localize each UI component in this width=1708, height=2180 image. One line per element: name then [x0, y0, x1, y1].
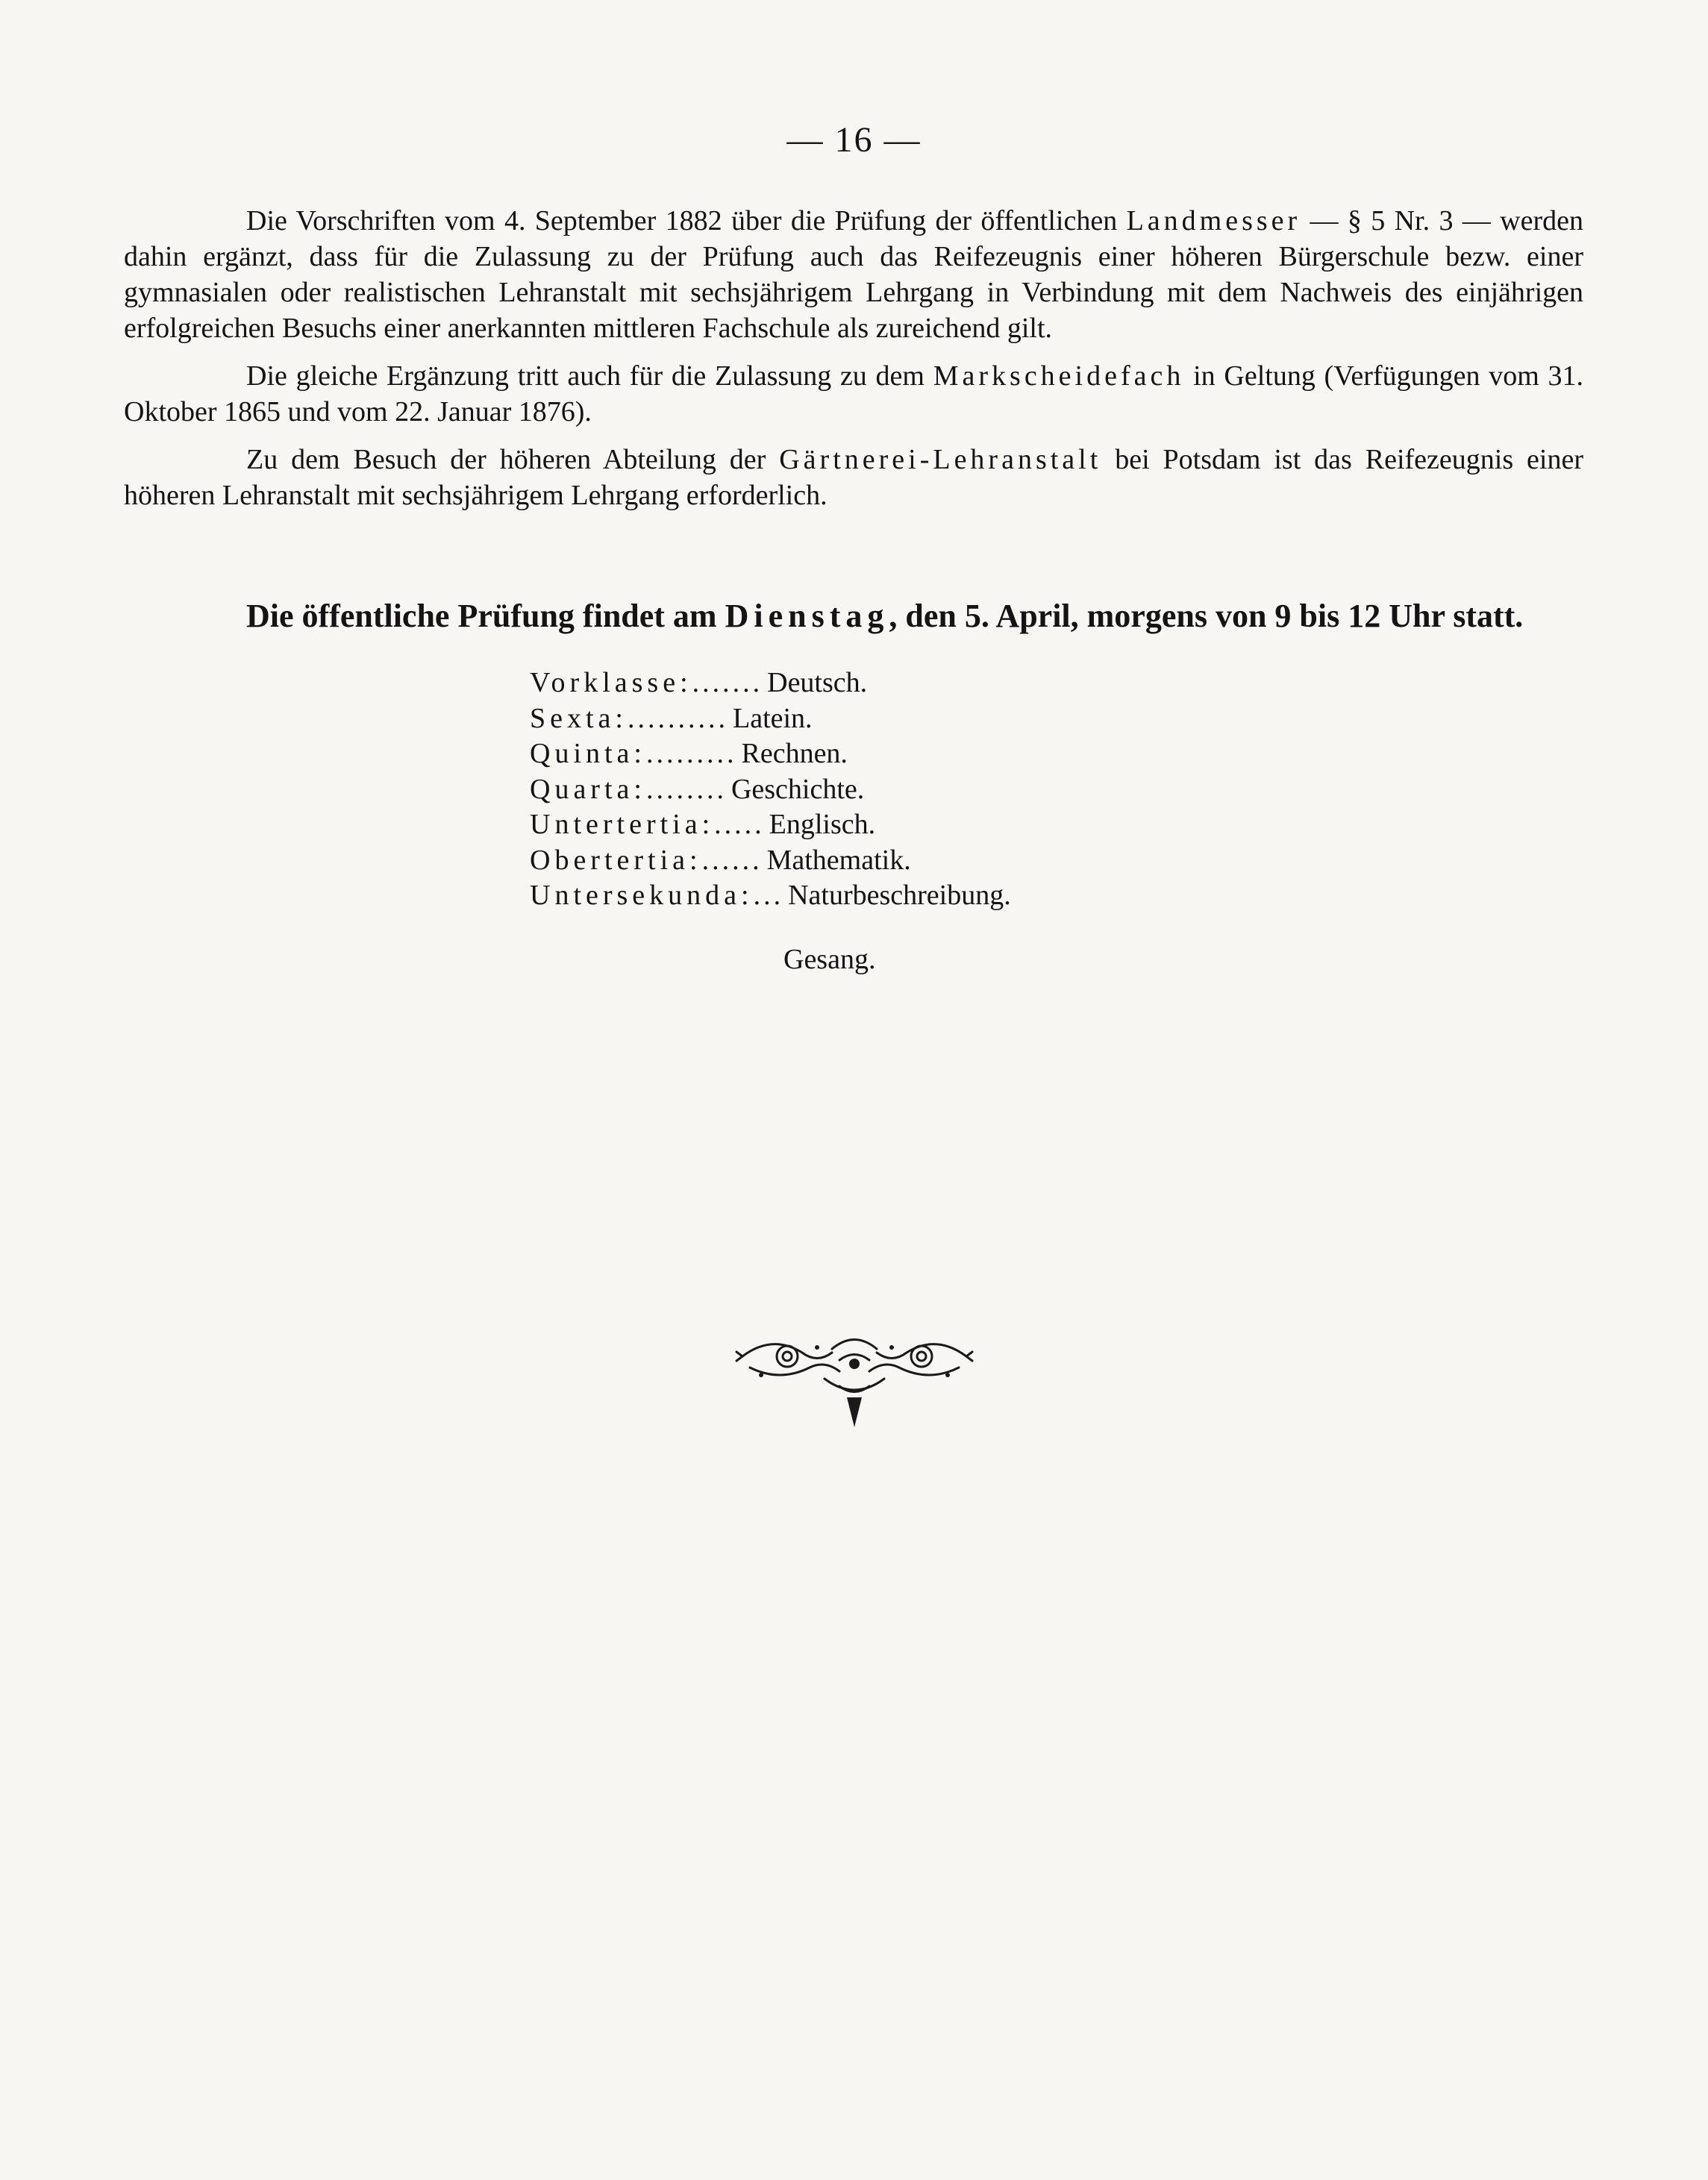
schedule-grade: Vorklasse:	[530, 667, 692, 698]
announcement-after: , den 5. April, morgens von 9 bis 12 Uhr statt.	[889, 598, 1524, 634]
page-number: — 16 —	[786, 120, 922, 160]
schedule-grade: Obertertia:	[530, 844, 702, 876]
schedule-subject: Latein.	[732, 702, 813, 734]
announcement-before: Die öffentliche Prüfung findet am	[246, 598, 725, 634]
schedule-dots: .......	[692, 667, 763, 698]
schedule-dots: ...	[753, 880, 784, 911]
paragraph-text: — § 5 Nr. 3 — werden dahin ergänzt, dass für die Zulassung zu der Prüfung auch das Reifezeugnis einer höheren Bürgerschule bezw. einer gymnasialen oder realistischen Lehranstalt mit sechsjährigem Lehrgang in Verbindung mit dem Nachweis des einjährigen erfolgreichen Besuchs einer anerkannten mittleren Fachschule als zureichend gilt.	[124, 205, 1583, 344]
schedule-subject: Naturbeschreibung.	[788, 880, 1011, 911]
regulations-text	[124, 203, 1583, 525]
exam-announcement	[124, 597, 1583, 636]
schedule-subject: Mathematik.	[766, 844, 911, 876]
schedule-dots: .....	[714, 809, 765, 840]
schedule-subject: Deutsch.	[767, 667, 868, 698]
schedule-row	[530, 665, 1276, 701]
schedule-subject: Rechnen.	[741, 738, 848, 769]
schedule-dots: ......	[701, 844, 763, 876]
paragraph-text: Zu dem Besuch der höheren Abteilung der	[246, 444, 780, 475]
schedule-row	[530, 807, 1276, 843]
schedule-row	[530, 701, 1276, 737]
schedule-dots: ..........	[627, 702, 728, 734]
schedule-grade: Quarta:	[530, 773, 646, 805]
paragraph-text: bei Potsdam ist das Reifezeugnis einer höheren Lehranstalt mit sechsjährigem Lehrgang erforderlich.	[124, 444, 1583, 511]
schedule-last-subject: Gesang.	[783, 944, 876, 975]
schedule-dots: .........	[645, 738, 737, 769]
exam-schedule	[530, 665, 1276, 914]
paragraph-text: Die gleiche Ergänzung tritt auch für die Zulassung zu dem	[246, 360, 933, 392]
emphasized-term: Markscheidefach	[933, 360, 1185, 392]
emphasized-term: Gärtnerei-Lehranstalt	[779, 444, 1102, 475]
paragraph-text: Die Vorschriften vom 4. September 1882 über die Prüfung der öffentlichen	[246, 205, 1127, 237]
paragraph	[124, 442, 1583, 513]
schedule-grade: Sexta:	[530, 702, 628, 734]
paragraph-text: in Geltung (Verfügungen vom 31. Oktober 1865 und vom 22. Januar 1876).	[124, 360, 1584, 427]
emphasized-term: Landmesser	[1126, 205, 1301, 237]
schedule-grade: Quinta:	[530, 738, 646, 769]
schedule-subject: Geschichte.	[731, 773, 865, 805]
schedule-row	[530, 736, 1276, 772]
schedule-row	[530, 772, 1276, 808]
schedule-grade: Untertertia:	[530, 809, 715, 840]
schedule-row	[530, 843, 1276, 879]
schedule-row	[530, 878, 1276, 914]
scroll-ornament-icon	[728, 1327, 981, 1431]
paragraph	[124, 358, 1583, 430]
paragraph	[124, 203, 1583, 346]
announcement-day: Dienstag	[725, 598, 889, 634]
schedule-dots: ........	[645, 773, 727, 805]
schedule-grade: Untersekunda:	[530, 880, 754, 911]
schedule-subject: Englisch.	[769, 809, 876, 840]
